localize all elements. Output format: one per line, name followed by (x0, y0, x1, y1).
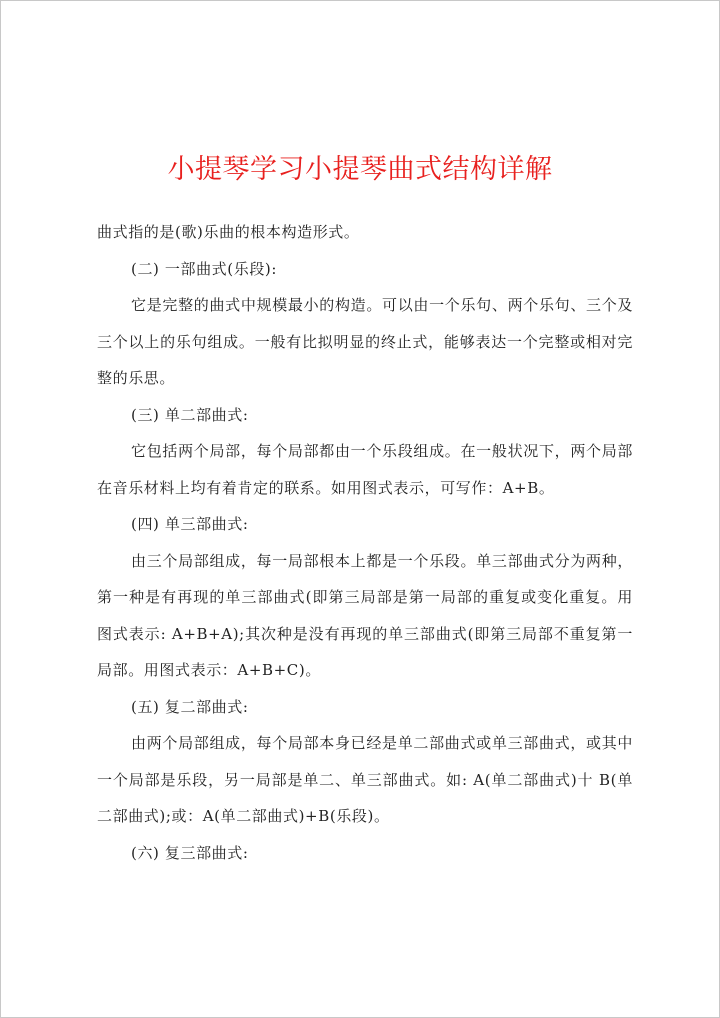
paragraph-simple-ternary: 由三个局部组成，每一局部根本上都是一个乐段。单三部曲式分为两种，第一种是有再现的单三部曲式(即第三局部是第一局部的重复或变化重复。用图式表示: A+B+A);其次种是没有再现的单三部曲式(即第三局部不重复第一局部。用图式表示：A+B+C)。 (97, 551, 633, 679)
section-heading-one-part-form: (二) 一部曲式(乐段): (131, 259, 278, 278)
paragraph-simple-binary: 它包括两个局部，每个局部都由一个乐段组成。在一般状况下，两个局部在音乐材料上均有着肯定的联系。如用图式表示，可写作：A+B。 (97, 442, 633, 497)
section-heading-compound-ternary: (六) 复三部曲式: (131, 843, 249, 862)
section-heading-simple-ternary: (四) 单三部曲式: (131, 515, 249, 533)
document-title: 小提琴学习小提琴曲式结构详解 (167, 154, 553, 185)
paragraph-intro: 曲式指的是(歌)乐曲的根本构造形式。 (97, 223, 360, 241)
section-heading-simple-binary: (三) 单二部曲式: (131, 405, 249, 424)
paragraph-compound-binary: 由两个局部组成，每个局部本身已经是单二部曲式或单三部曲式，或其中一个局部是乐段，另一局部是单二、单三部曲式。如: A(单二部曲式)十 B(单二部曲式);或：A(单二部曲式)+B(乐段)。 (97, 734, 633, 825)
document-body (97, 214, 633, 871)
section-heading-compound-binary: (五) 复二部曲式: (131, 697, 249, 716)
paragraph-one-part-form: 它是完整的曲式中规模最小的构造。可以由一个乐句、两个乐句、三个及三个以上的乐句组成。一般有比拟明显的终止式，能够表达一个完整或相对完整的乐思。 (97, 296, 633, 387)
